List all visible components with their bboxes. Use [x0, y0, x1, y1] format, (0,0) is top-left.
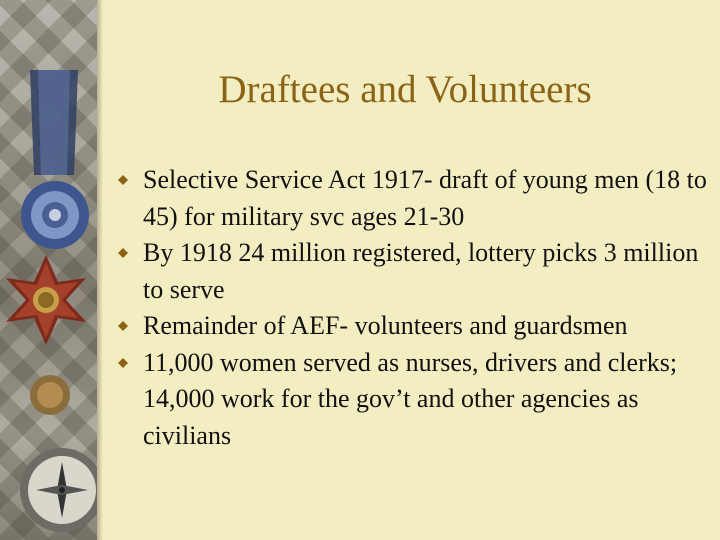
- bullet-item: [118, 308, 708, 345]
- slide-title: Draftees and Volunteers: [218, 68, 592, 111]
- medal-photo-strip: [0, 0, 97, 540]
- diamond-bullet-icon: [118, 321, 128, 331]
- side-strip-shadow: [97, 0, 103, 540]
- bullet-list: [118, 162, 708, 454]
- diamond-bullet-icon: [118, 175, 128, 185]
- diamond-bullet-icon: [118, 358, 128, 368]
- bullet-text: By 1918 24 million registered, lottery picks 3 million to serve: [143, 238, 699, 304]
- medal-photo-image: [0, 0, 97, 540]
- bullet-item: [118, 345, 708, 455]
- diamond-bullet-icon: [118, 248, 128, 258]
- bullet-text: Remainder of AEF- volunteers and guardsmen: [143, 311, 628, 340]
- bullet-item: [118, 162, 708, 235]
- bullet-text: 11,000 women served as nurses, drivers and clerks; 14,000 work for the gov’t and other agencies as civilians: [143, 347, 678, 450]
- bullet-item: [118, 235, 708, 308]
- bullet-text: Selective Service Act 1917- draft of young men (18 to 45) for military svc ages 21-30: [143, 165, 707, 231]
